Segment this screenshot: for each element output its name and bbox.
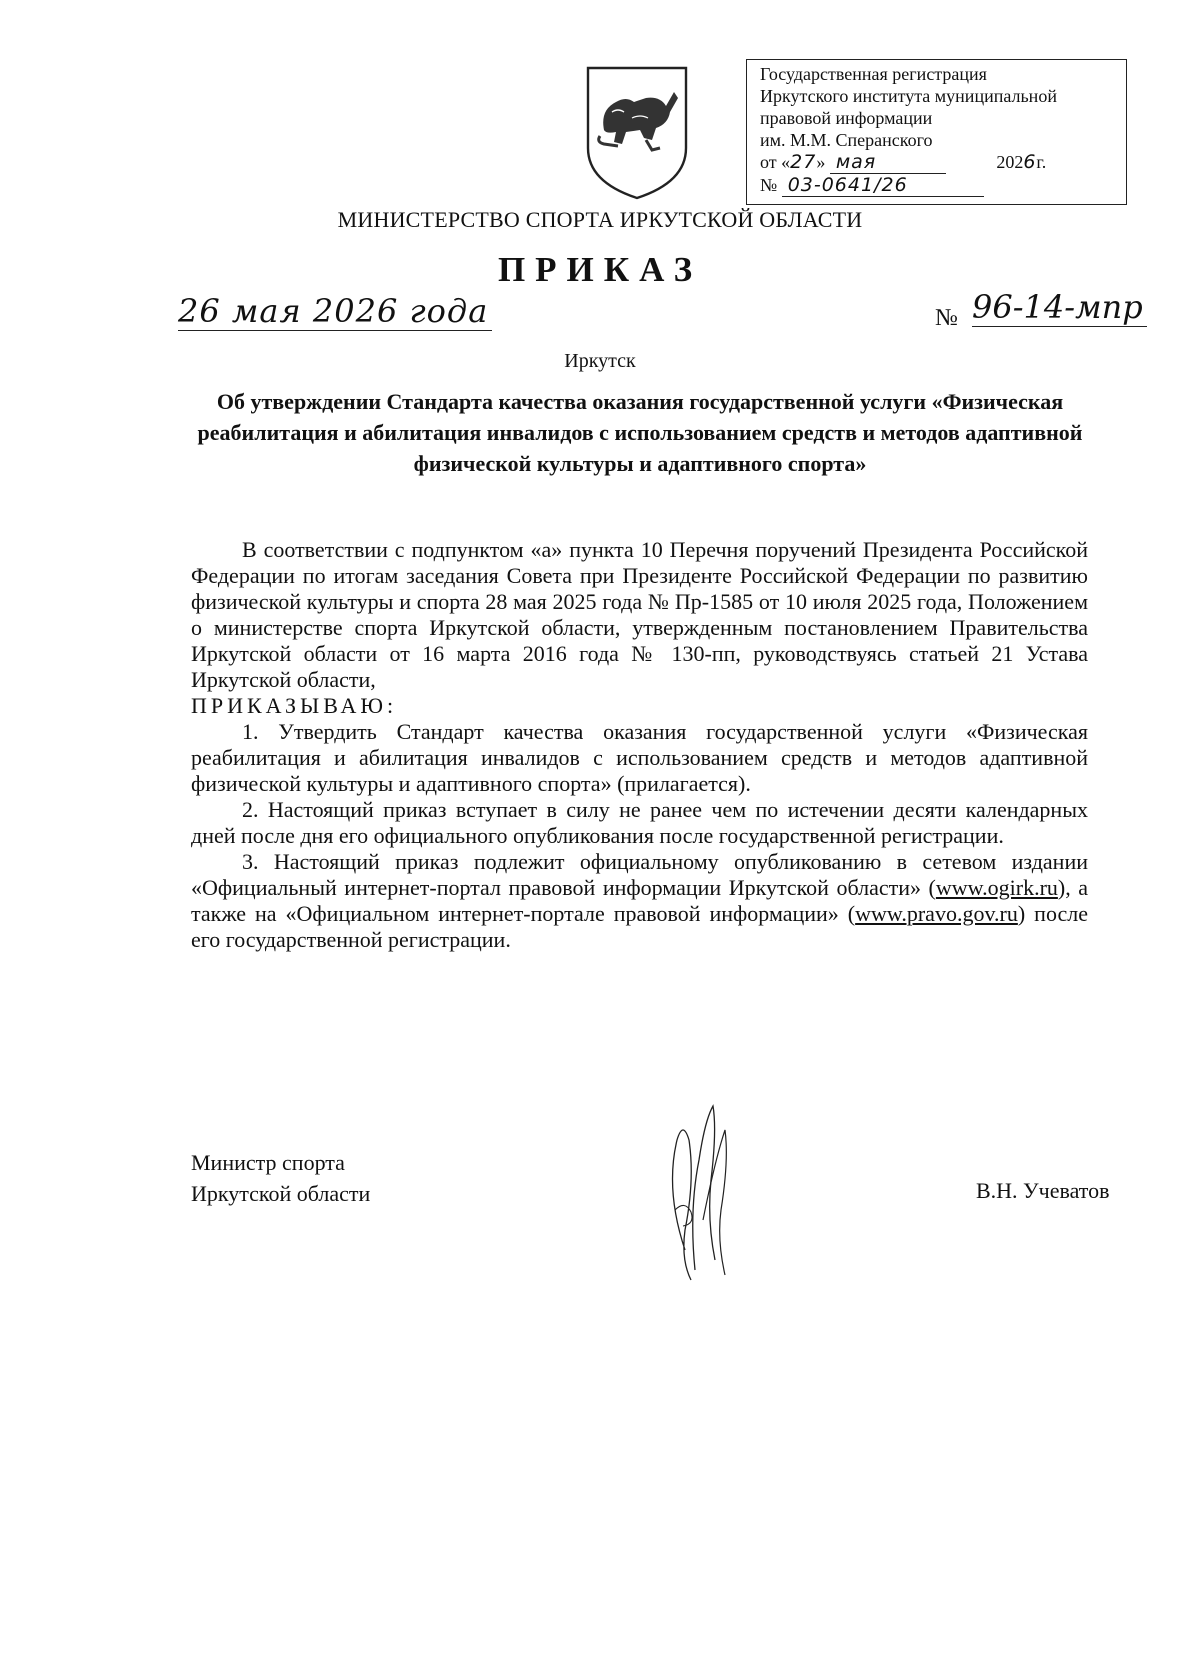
document-heading: Об утверждении Стандарта качества оказания государственной услуги «Физическая реабилитация и абилитация инвалидов с использованием средств и методов адаптивной физической культуры и адаптивного спорта» [197, 389, 1083, 476]
stamp-line: им. М.М. Сперанского [760, 130, 933, 150]
position-line-2: Иркутской области [191, 1181, 371, 1206]
stamp-date-mid: » [816, 152, 826, 172]
stamp-number-line [760, 174, 1126, 197]
order-date: 26 мая 2026 года [178, 292, 492, 331]
stamp-date-day: 27 [790, 151, 817, 173]
stamp-date-year-prefix: 202 [996, 152, 1024, 172]
registration-stamp [746, 59, 1127, 205]
stamp-date-prefix: от « [760, 152, 791, 172]
order-number: 96-14-мпр [972, 288, 1147, 327]
order-word: ПРИКАЗЫВАЮ: [191, 693, 398, 718]
city: Иркутск [564, 350, 636, 372]
stamp-date-year-suffix: 6 [1023, 151, 1037, 173]
coat-of-arms-emblem [582, 62, 692, 202]
document-body [191, 537, 1088, 953]
preamble-paragraph: В соответствии с подпунктом «а» пункта 10 Перечня поручений Президента Российской Федерации по итогам заседания Совета при Президенте Российской Федерации по развитию физической культуры и спорта 28 мая 2025 года № Пр-1585 от 10 июля 2025 года, Положением о министерстве спорта Иркутской области, утвержденным постановлением Правительства Иркутской области от 16 марта 2016 года № 130-пп, руководствуясь статьей 21 Устава Иркутской области, [191, 537, 1088, 692]
document-type-title: ПРИКАЗ [497, 250, 703, 289]
stamp-line: правовой информации [760, 108, 933, 128]
pravo-link[interactable]: www.pravo.gov.ru [855, 901, 1018, 926]
position-line-1: Министр спорта [191, 1150, 345, 1175]
stamp-date-line [760, 151, 1126, 174]
stamp-number-label: № [760, 175, 778, 195]
order-item-1: 1. Утвердить Стандарт качества оказания государственной услуги «Физическая реабилитация и абилитация инвалидов с использованием средств и методов адаптивной физической культуры и адаптивного спорта» (прилагается). [191, 719, 1088, 796]
ministry-name: МИНИСТЕРСТВО СПОРТА ИРКУТСКОЙ ОБЛАСТИ [337, 207, 863, 232]
signatory-name: В.Н. Учеватов [976, 1178, 1110, 1203]
item3-text-part3: ) после его государственной регистрации. [191, 901, 1089, 952]
order-number-label: № [935, 305, 958, 331]
stamp-number-value: 03-0641/26 [782, 174, 984, 197]
item3-text-part1: 3. Настоящий приказ подлежит официальному опубликованию в сетевом издании «Официальный интернет-портал правовой информации Иркутской области» ( [191, 849, 1088, 900]
stamp-date-month: мая [830, 151, 946, 174]
ogirk-link[interactable]: www.ogirk.ru [935, 875, 1058, 900]
handwritten-signature [655, 1100, 755, 1290]
order-item-3 [191, 849, 1088, 953]
stamp-date-suffix: г. [1036, 152, 1047, 172]
signatory-position [191, 1147, 370, 1209]
order-item-2: 2. Настоящий приказ вступает в силу не ранее чем по истечении десяти календарных дней после дня его официального опубликования после государственной регистрации. [191, 797, 1088, 848]
stamp-line: Иркутского института муниципальной [760, 86, 1057, 106]
stamp-line: Государственная регистрация [760, 64, 987, 84]
item3-text-part2: ), а также на «Официальном интернет-портале правовой информации» ( [191, 875, 1089, 926]
